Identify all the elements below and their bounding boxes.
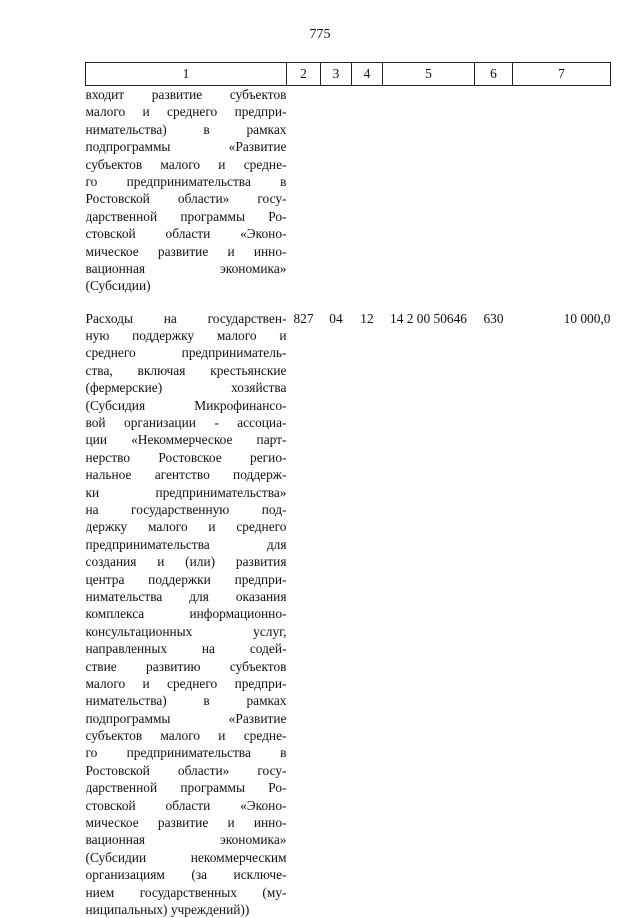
description-line: (фермерские) хозяйства xyxy=(85,380,287,396)
header-col-5: 5 xyxy=(383,63,475,86)
row-ministry-code: 827 xyxy=(293,310,314,326)
description-line: создания и (или) развития xyxy=(85,554,287,570)
header-col-6: 6 xyxy=(475,63,513,86)
description-line: (Субсидии) xyxy=(85,278,151,294)
row-expense-type xyxy=(475,86,513,295)
description-line: среднего предприниматель- xyxy=(85,345,287,361)
description-line: ства, включая крестьянские xyxy=(85,362,287,378)
description-line: ствие развитию субъектов xyxy=(85,658,287,674)
description-line: Ростовской области» госу- xyxy=(85,762,287,778)
row-amount xyxy=(513,86,611,295)
description-line: организациям (за исключе- xyxy=(85,867,287,883)
description-line: (Субсидии некоммерческим xyxy=(85,849,287,865)
row-section-code xyxy=(321,86,352,295)
row-subsection-code: 12 xyxy=(360,310,374,326)
description-line: вационная экономика» xyxy=(85,832,287,848)
description-line: центра поддержки предпри- xyxy=(85,571,287,587)
description-line: ную поддержку малого и xyxy=(85,328,287,344)
page-number: 775 xyxy=(309,27,331,42)
description-line: Расходы на государствен- xyxy=(85,310,287,326)
description-line: (Субсидия Микрофинансо- xyxy=(85,397,287,413)
description-line: консультационных услуг, xyxy=(85,623,287,639)
header-col-2: 2 xyxy=(287,63,321,86)
description-line: ниципальных) учреждений)) xyxy=(85,901,250,917)
table-row xyxy=(86,86,611,295)
description-line: нимательства) в рамках xyxy=(85,121,287,137)
row-target-article: 14 2 00 50646 xyxy=(390,310,467,326)
budget-table xyxy=(85,62,611,918)
description-line: мическое развитие и инно- xyxy=(85,243,287,259)
row-target-article xyxy=(383,86,475,295)
description-line: нальное агентство поддерж- xyxy=(85,467,287,483)
description-line: направленных на содей- xyxy=(85,641,287,657)
row-description xyxy=(86,86,287,295)
description-line: входит развитие субъектов xyxy=(85,87,287,102)
description-line: предпринимательства для xyxy=(85,536,287,552)
row-ministry-code xyxy=(287,86,321,295)
description-line: стовской области «Эконо- xyxy=(85,226,287,242)
description-line: нимательства) в рамках xyxy=(85,693,287,709)
description-line: малого и среднего предпри- xyxy=(85,675,287,691)
description-line: подпрограммы «Развитие xyxy=(85,139,287,155)
description-line: нерство Ростовское регио- xyxy=(85,449,287,465)
description-line: стовской области «Эконо- xyxy=(85,797,287,813)
description-line: ции «Некоммерческое парт- xyxy=(85,432,287,448)
description-line: го предпринимательства в xyxy=(85,173,287,189)
description-line: комплекса информационно- xyxy=(85,606,287,622)
description-line: малого и среднего предпри- xyxy=(85,104,287,120)
description-line: подпрограммы «Развитие xyxy=(85,710,287,726)
description-line: го предпринимательства в xyxy=(85,745,287,761)
row-subsection-code xyxy=(352,86,383,295)
description-line: Ростовской области» госу- xyxy=(85,191,287,207)
header-col-4: 4 xyxy=(352,63,383,86)
description-line: ки предпринимательства» xyxy=(85,484,287,500)
row-section-code: 04 xyxy=(329,310,343,326)
header-col-3: 3 xyxy=(321,63,352,86)
description-line: нимательства для оказания xyxy=(85,588,287,604)
table-row xyxy=(86,295,611,918)
description-line: дарственной программы Ро- xyxy=(85,780,287,796)
description-line: вационная экономика» xyxy=(85,260,287,276)
row-amount: 10 000,0 xyxy=(563,310,611,326)
description-line: на государственную под- xyxy=(85,501,287,517)
header-row xyxy=(86,63,611,86)
row-description xyxy=(86,295,287,918)
description-line: нием государственных (му- xyxy=(85,884,287,900)
description-line: вой организации - ассоциа- xyxy=(85,415,287,431)
header-col-7: 7 xyxy=(513,63,611,86)
row-expense-type: 630 xyxy=(483,310,504,326)
header-col-1: 1 xyxy=(86,63,287,86)
description-line: субъектов малого и средне- xyxy=(85,156,287,172)
description-line: субъектов малого и средне- xyxy=(85,728,287,744)
description-line: мическое развитие и инно- xyxy=(85,815,287,831)
description-line: держку малого и среднего xyxy=(85,519,287,535)
description-line: дарственной программы Ро- xyxy=(85,208,287,224)
